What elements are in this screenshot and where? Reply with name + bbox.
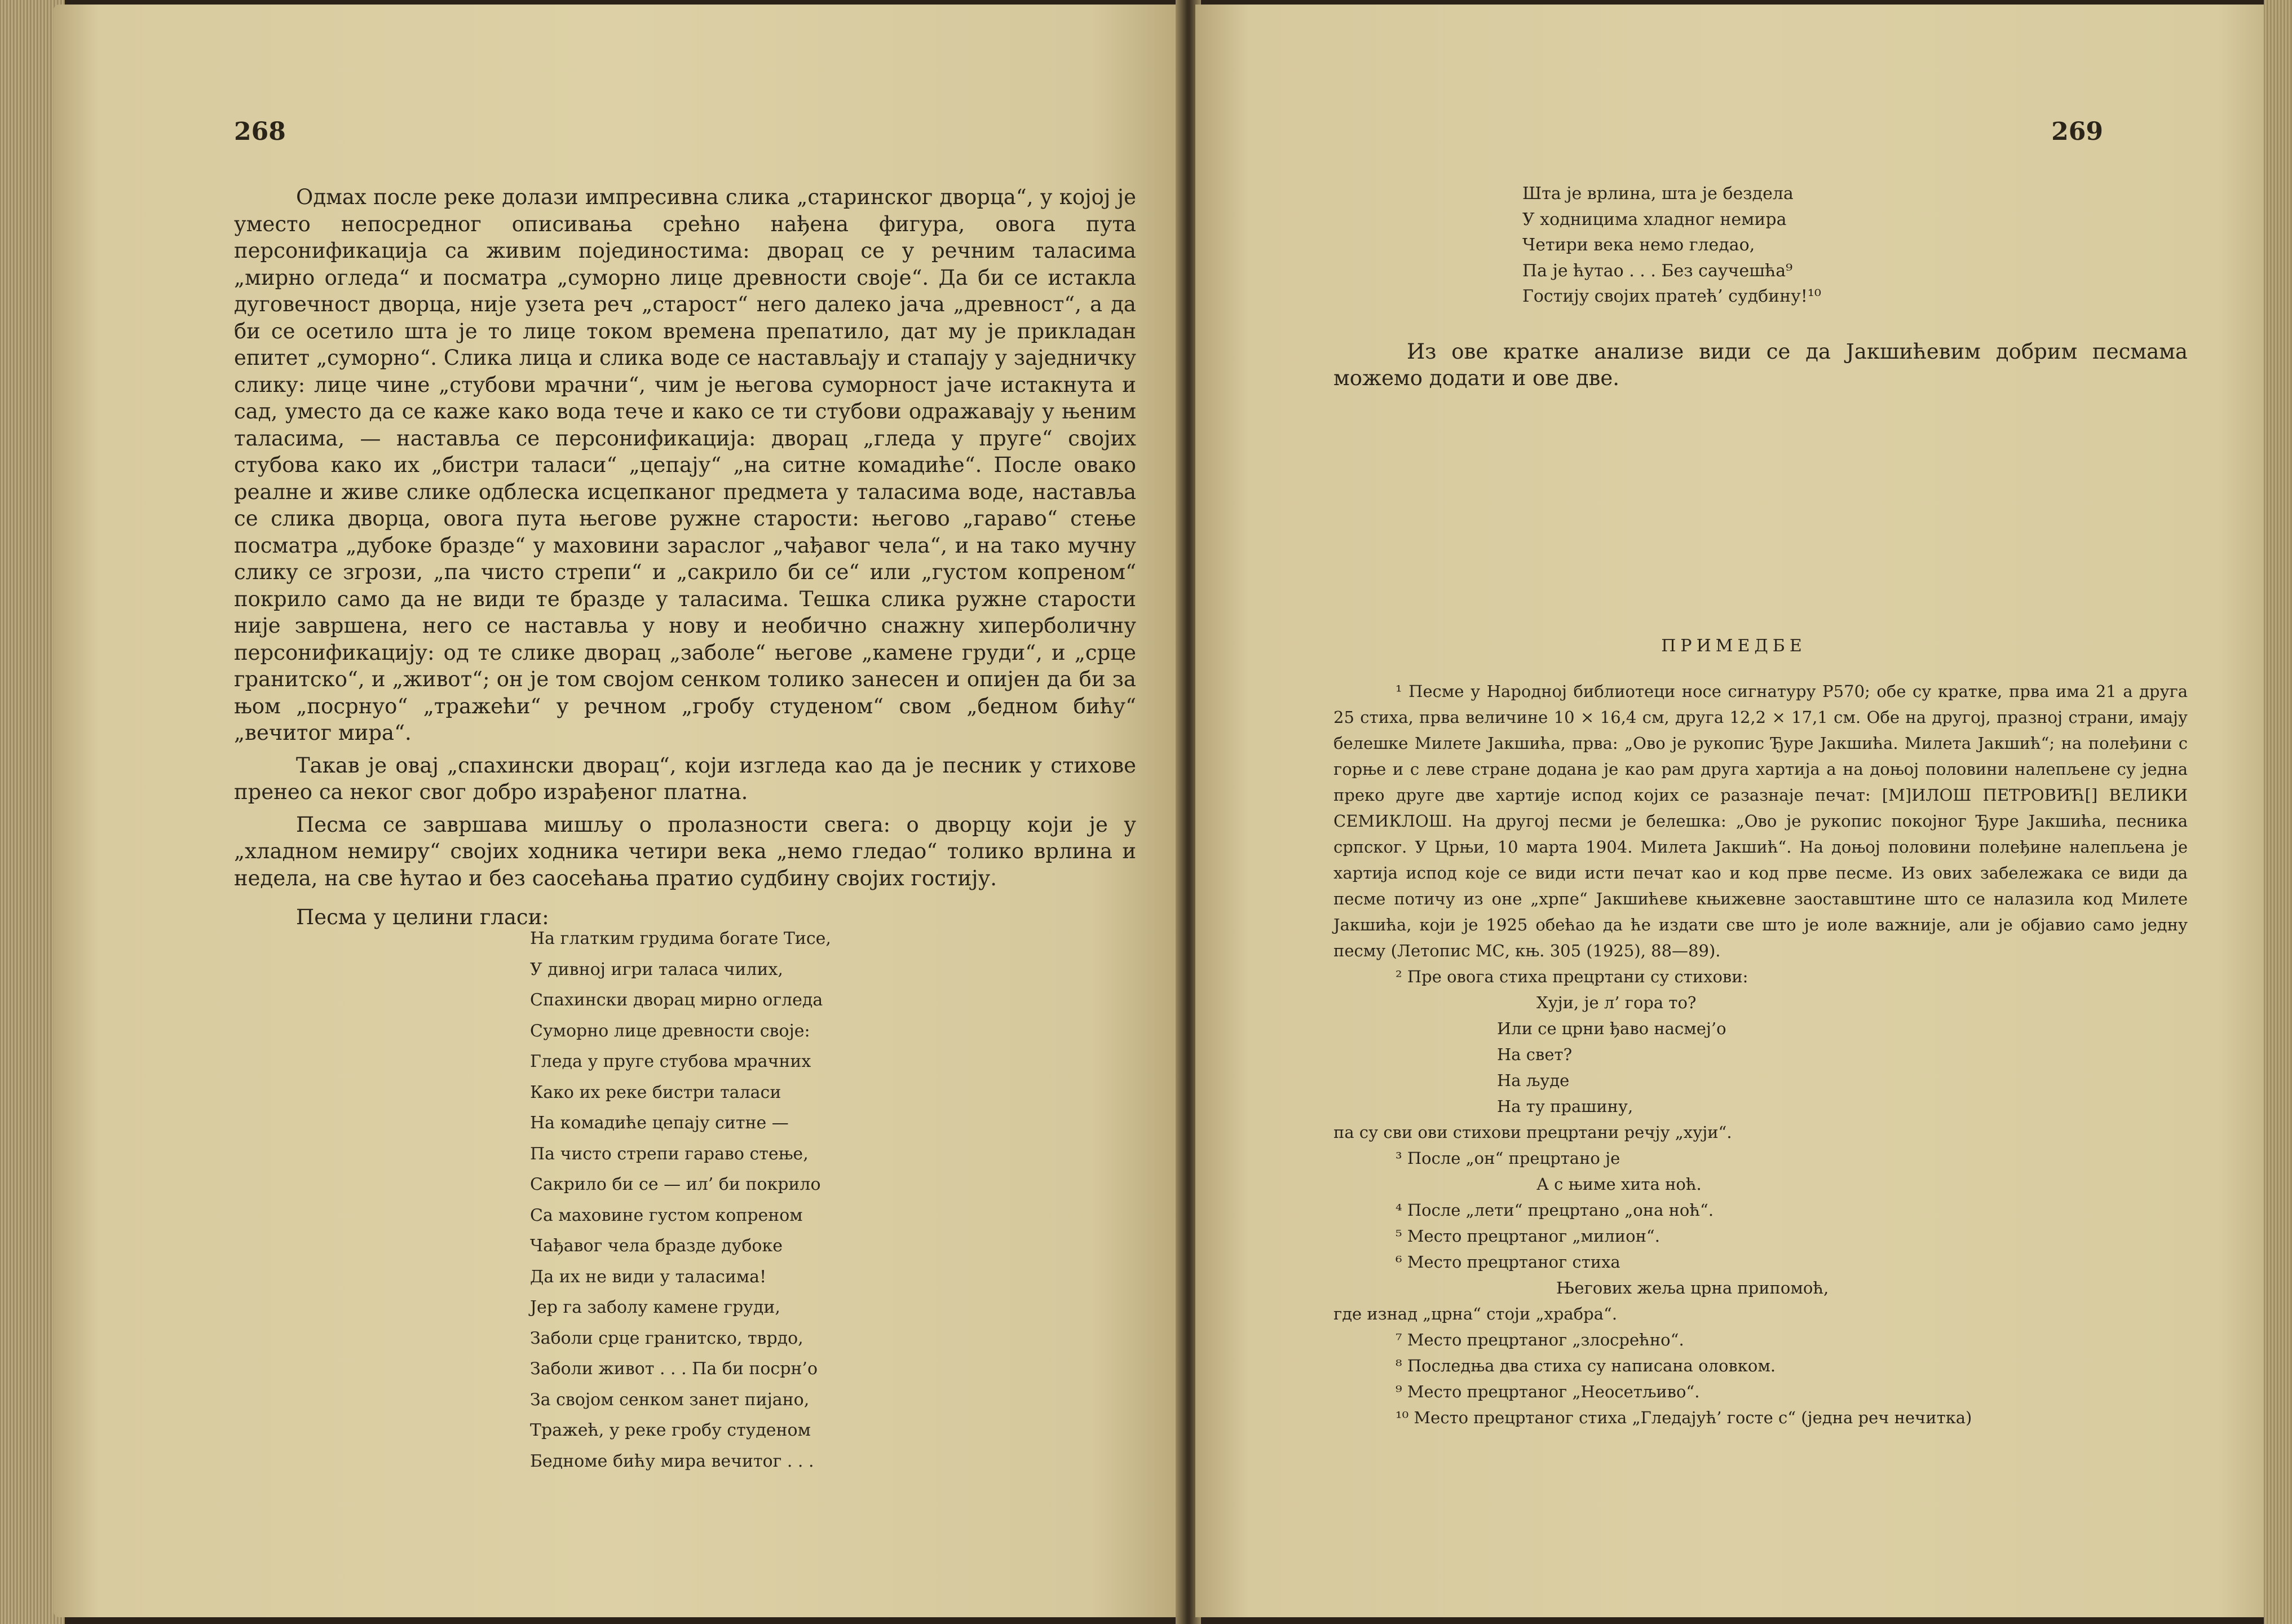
page-number: 269 [2051,117,2103,146]
footnote: ⁶ Место прецртаног стиха [1395,1252,1620,1272]
footnote-verse: А с њиме хита ноћ. [1536,1175,1702,1194]
poem-line: Па је ћутао . . . Без саучешћа⁹ [1522,261,1793,281]
notes-heading: ПРИМЕДБЕ [1661,636,1807,656]
right-page [1195,5,2272,1617]
poem-line: На глатким грудима богате Тисе, [530,929,831,948]
left-page [54,5,1181,1617]
poem-line: На комадиће цепају ситне — [530,1113,789,1133]
page-number: 268 [234,117,286,146]
footnote-verse: Или се црни ђаво насмеј’о [1497,1019,1726,1038]
footnote-verse: На ту прашину, [1497,1097,1633,1116]
poem-line: Бедноме бићу мира вечитог . . . [530,1451,814,1471]
footnote-text: где изнад „црна“ стоји „храбра“. [1333,1304,1618,1323]
poem-line: Да их не види у таласима! [530,1266,767,1287]
paragraph: Песма у целини гласи: [296,905,549,929]
footnote-verse: На људе [1497,1071,1570,1090]
poem-line: Сакрило би се — ил’ би покрило [530,1175,821,1194]
poem-line: Па чисто стрепи гараво стење, [530,1144,809,1164]
paragraph: Из ове кратке анализе види се да Јакшићевим добрим песмама можемо додати и ове две. [1333,339,2188,390]
poem-line: Како их реке бистри таласи [530,1082,781,1102]
poem-line: Тражећ, у реке гробу студеном [530,1420,811,1440]
poem-line: Заболи живот . . . Па би посрн’о [530,1359,818,1379]
footnote: ⁸ Последња два стиха су написана оловком. [1395,1356,1776,1375]
footnote-text: па су сви ови стихови прецртани речју „хуји“. [1333,1123,1732,1142]
footnote-verse: На свет? [1497,1045,1573,1064]
notes-section [1333,678,2188,1431]
footnote: ³ После „он“ прецртано је [1395,1149,1620,1168]
poem-line: Јер га заболу камене груди, [530,1298,780,1317]
footnote: ² Пре овога стиха прецртани су стихови: [1395,967,1748,986]
poem-line: Заболи срце гранитско, тврдо, [530,1328,803,1348]
poem-line: Спахински дворац мирно огледа [530,990,823,1010]
poem-line: Четири века немо гледао, [1522,235,1755,255]
paragraph: Одмах после реке долази импресивна слика „старинског дворца“, у којој је уместо непосредног описивања срећно нађена фигура, овога пута персонификација са живим појединостима: дворац се у речним таласима „мирно огледа“ и посматра „суморно лице древности своје“. Да би се истакла дуговечност дворца, није узета реч „старост“ него далеко јача „древност“, а да би се осетило шта је то лице током времена препатило, дат му је прикладан епитет „суморно“. Слика лица и слика воде се настављају и стапају у заједничку слику: лице чине „стубови мрачни“, чим је његова суморност јаче истакнута и сад, уместо да се каже како вода тече и како се ти стубови одражавају у њеним таласима, — наставља се персонификација: дворац „гледа у пруге“ својих стубова како их „бистри таласи“ „цепају“ „на ситне комадиће“. После овако реалне и живе слике одблеска исцепканог предмета у таласима воде, наставља се слика дворца, овога пута његове ружне старости: његово „гараво“ стење посматра „дубоке бразде“ у маховини зараслог „чађавог чела“, и на тако мучну слику се згрози, „па чисто стрепи“ и „сакрило би се“ или „густом копреном“ покрило само да не види те бразде у таласима. Тешка слика ружне старости није завршена, него се наставља у нову и необично снажну хиперболичну персонификацију: од те слике дворац „заболе“ његове „камене груди“, и „срце гранитско“, и „живот“; он је том својом сенком толико занесен и опијен да би за њом „посрнуо“ „тражећи“ у речном „гробу студеном“ свом „бедном бићу“ „вечитог мира“. [234,185,1136,745]
poem-line: У ходницима хладног немира [1522,209,1787,230]
poem-line: За својом сенком занет пијано, [530,1389,810,1410]
poem-line: Гостију својих пратећ’ судбину!¹⁰ [1522,286,1821,306]
paragraph: Такав је овај „спахински дворац“, који изгледа као да је песник у стихове пренео са неког свог добро израђеног платна. [234,753,1136,804]
footnote: ¹⁰ Место прецртаног стиха „Гледајућ’ госте с“ (једна реч нечитка) [1395,1408,1972,1427]
body-text [234,184,1136,931]
page-edges-right [2264,0,2292,1624]
poem-continuation [1522,181,2030,310]
footnote: ⁹ Место прецртаног „Неосетљиво“. [1395,1382,1700,1401]
poem-line: Гледа у пруге стубова мрачних [530,1052,811,1071]
poem-line: Суморно лице древности своје: [530,1021,810,1041]
footnote: ⁴ После „лети“ прецртано „она ноћ“. [1395,1201,1714,1220]
footnote: ¹ Песме у Народној библиотеци носе сигнатуру Р570; обе су кратке, прва има 21 а друга 25 стиха, прва величине 10 × 16,4 см, друга 12,2 × 17,1 см. Обе на другој, празној страни, имају белешке Милете Јакшића, прва: „Ово је рукопис Ђуре Јакшића. Милета Јакшић“; на полеђини с горње и с леве стране додана је као рам друга хартија а на доњој половини налепљене су једна преко друге две хартије испод којих се разазнаје печат: [М]ИЛОШ ПЕТРОВИЋ[] ВЕЛИКИ СЕМИКЛОШ. На другој песми је белешка: „Ово је рукопис покојног Ђуре Јакшића, песника српског. У Црњи, 10 марта 1904. Милета Јакшић“. На доњој половини полеђине налепљена је хартија испод које се види исти печат као и код прве песме. Из ових забележака се види да песме потичу из оне „хрпе“ Јакшићеве књижевне заоставштине што се налазила код Милете Јакшића, који је 1925 обећао да ће издати све што је иоле важније, али је објавио само једну песму (Летопис МС, књ. 305 (1925), 88—89). [1333,682,2188,960]
poem-line: Са маховине густом копреном [530,1205,803,1225]
poem-line: Шта је врлина, шта је бездела [1522,184,1794,204]
footnote-verse: Његових жеља црна припомоћ, [1556,1278,1829,1298]
paragraph: Песма се завршава мишљу о пролазности свега: о дворцу који је у „хладном немиру“ својих ходника четири века „немо гледао“ толико врлина и недела, на све ћутао и без саосећања пратио судбину својих гостију. [234,812,1136,890]
footnote: ⁵ Место прецртаног „милион“. [1395,1226,1660,1246]
footnote: ⁷ Место прецртаног „злосрећно“. [1395,1330,1684,1349]
poem-line: Чађавог чела бразде дубоке [530,1236,783,1256]
footnote-verse: Хуји, је л’ гора то? [1536,993,1697,1012]
poem [530,924,1037,1477]
body-text [1333,338,2188,391]
poem-line: У дивној игри таласа чилих, [530,959,783,979]
